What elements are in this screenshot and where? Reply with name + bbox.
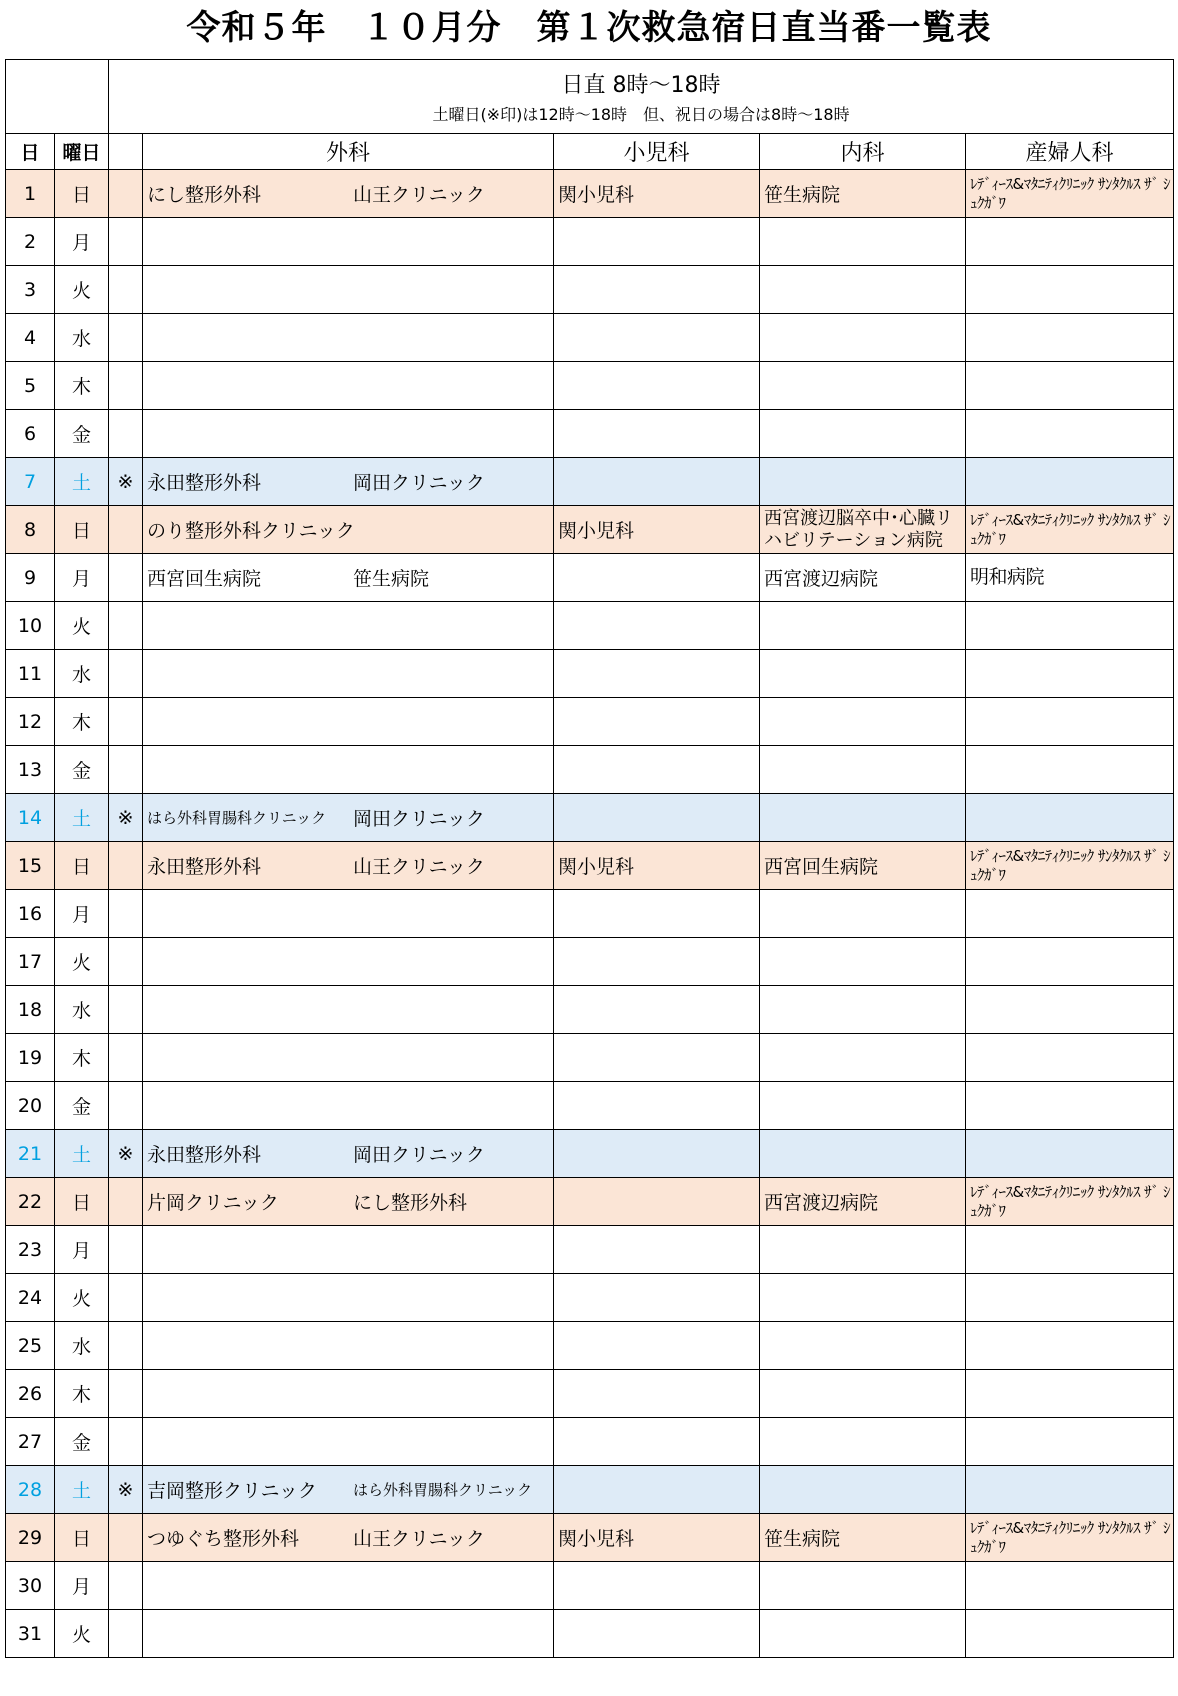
pediatrics-cell [554,410,760,458]
table-row [6,698,1174,746]
surgery-cell [143,1322,554,1370]
col-header-day: 日 [6,134,55,170]
weekday: 火 [55,266,109,314]
weekday: 金 [55,410,109,458]
pediatrics-cell [554,362,760,410]
weekday: 火 [55,1610,109,1658]
day-number: 6 [6,410,55,458]
pediatrics-cell [554,1178,760,1226]
saturday-mark [109,314,143,362]
surgery-clinic-2: にし整形外科 [353,1192,468,1214]
internal-medicine-cell [760,458,966,506]
saturday-mark [109,1322,143,1370]
saturday-mark: ※ [109,794,143,842]
internal-medicine-cell [760,890,966,938]
saturday-mark [109,410,143,458]
day-number: 9 [6,554,55,602]
internal-medicine-cell: 西宮回生病院 [760,842,966,890]
day-number: 2 [6,218,55,266]
internal-medicine-cell [760,938,966,986]
col-header-weekday: 曜日 [55,134,109,170]
obgyn-cell [966,1370,1174,1418]
saturday-mark [109,1562,143,1610]
obgyn-cell [966,746,1174,794]
internal-medicine-cell [760,650,966,698]
surgery-cell [143,1370,554,1418]
col-header-pediatrics: 小児科 [554,134,760,170]
pediatrics-cell: 関小児科 [554,170,760,218]
surgery-cell [143,1466,554,1514]
pediatrics-cell [554,698,760,746]
saturday-mark [109,1514,143,1562]
weekday: 月 [55,890,109,938]
table-row [6,842,1174,890]
internal-medicine-cell [760,1226,966,1274]
day-number: 20 [6,1082,55,1130]
weekday: 水 [55,1322,109,1370]
day-number: 27 [6,1418,55,1466]
surgery-cell [143,218,554,266]
internal-medicine-cell: 西宮渡辺病院 [760,1178,966,1226]
internal-medicine-cell [760,1082,966,1130]
weekday: 水 [55,986,109,1034]
weekday: 金 [55,1082,109,1130]
surgery-cell [143,986,554,1034]
surgery-cell [143,698,554,746]
pediatrics-cell [554,458,760,506]
surgery-clinic-1: 西宮回生病院 [147,568,262,590]
table-row [6,1466,1174,1514]
table-row [6,1178,1174,1226]
table-row [6,1082,1174,1130]
surgery-cell [143,314,554,362]
surgery-clinic-2: 岡田クリニック [353,472,485,494]
pediatrics-cell: 関小児科 [554,1514,760,1562]
internal-medicine-cell [760,1130,966,1178]
pediatrics-cell [554,1226,760,1274]
pediatrics-cell [554,746,760,794]
weekday: 日 [55,506,109,554]
obgyn-cell [966,698,1174,746]
obgyn-cell [966,1034,1174,1082]
surgery-cell [143,602,554,650]
saturday-mark [109,362,143,410]
obgyn-cell [966,1226,1174,1274]
saturday-mark [109,1178,143,1226]
table-row [6,890,1174,938]
table-row [6,506,1174,554]
pediatrics-cell [554,1322,760,1370]
col-header-internal: 内科 [760,134,966,170]
surgery-cell [143,1562,554,1610]
internal-medicine-cell [760,602,966,650]
surgery-cell [143,410,554,458]
day-number: 10 [6,602,55,650]
surgery-cell [143,1226,554,1274]
weekday: 月 [55,1226,109,1274]
day-number: 7 [6,458,55,506]
weekday: 金 [55,746,109,794]
surgery-clinic-2: 岡田クリニック [353,808,485,830]
saturday-mark [109,938,143,986]
saturday-mark [109,1610,143,1658]
obgyn-cell [966,362,1174,410]
table-row [6,794,1174,842]
weekday: 火 [55,602,109,650]
surgery-clinic-1: 永田整形外科 [147,856,262,878]
day-number: 12 [6,698,55,746]
weekday: 月 [55,1562,109,1610]
table-row [6,362,1174,410]
day-number: 11 [6,650,55,698]
day-number: 28 [6,1466,55,1514]
col-header-obgyn: 産婦人科 [966,134,1174,170]
table-row [6,458,1174,506]
surgery-clinic-1: のり整形外科クリニック [147,520,355,542]
table-row [6,1562,1174,1610]
pediatrics-cell [554,938,760,986]
pediatrics-cell [554,890,760,938]
pediatrics-cell [554,1466,760,1514]
saturday-mark [109,218,143,266]
saturday-mark [109,890,143,938]
saturday-mark [109,506,143,554]
obgyn-cell [966,794,1174,842]
surgery-cell [143,266,554,314]
day-number: 26 [6,1370,55,1418]
saturday-mark [109,698,143,746]
day-number: 25 [6,1322,55,1370]
internal-medicine-cell [760,1370,966,1418]
day-number: 30 [6,1562,55,1610]
day-number: 5 [6,362,55,410]
surgery-clinic-1: つゆぐち整形外科 [147,1528,300,1550]
table-row [6,410,1174,458]
obgyn-cell [966,1418,1174,1466]
internal-medicine-cell [760,314,966,362]
surgery-cell [143,938,554,986]
saturday-mark: ※ [109,458,143,506]
internal-medicine-cell [760,1562,966,1610]
col-header-surgery: 外科 [143,134,554,170]
obgyn-cell [966,1130,1174,1178]
internal-medicine-cell [760,986,966,1034]
saturday-mark [109,170,143,218]
saturday-mark [109,1274,143,1322]
surgery-cell [143,1034,554,1082]
day-number: 13 [6,746,55,794]
weekday: 木 [55,1370,109,1418]
surgery-cell [143,650,554,698]
obgyn-cell [966,938,1174,986]
internal-medicine-cell [760,1610,966,1658]
table-row [6,1370,1174,1418]
saturday-mark: ※ [109,1130,143,1178]
surgery-cell [143,794,554,842]
saturday-mark [109,842,143,890]
weekday: 木 [55,362,109,410]
obgyn-cell [966,314,1174,362]
weekday: 月 [55,554,109,602]
surgery-clinic-1: 吉岡整形クリニック [147,1480,317,1502]
internal-medicine-cell [760,1418,966,1466]
surgery-cell [143,842,554,890]
pediatrics-cell [554,218,760,266]
obgyn-cell [966,986,1174,1034]
table-row [6,938,1174,986]
obgyn-cell: 明和病院 [966,554,1174,602]
surgery-clinic-2: 山王クリニック [353,184,485,206]
pediatrics-cell [554,1034,760,1082]
duty-hours-cell [109,60,1174,134]
table-row [6,1130,1174,1178]
page-title: 令和５年 １０月分 第１次救急宿日直当番一覧表 [186,8,992,48]
surgery-cell [143,1178,554,1226]
pediatrics-cell [554,1418,760,1466]
duty-hours-main: 日直 8時～18時 [561,72,721,98]
weekday: 日 [55,842,109,890]
surgery-cell [143,1274,554,1322]
pediatrics-cell [554,554,760,602]
table-row [6,650,1174,698]
duty-hours-note: 土曜日(※印)は12時～18時 但、祝日の場合は8時～18時 [432,104,850,124]
obgyn-cell: ﾚﾃﾞｨｰｽ&ﾏﾀﾆﾃｨｸﾘﾆｯｸ ｻﾝﾀｸﾙｽ ｻﾞ ｼｭｸｶﾞﾜ [966,842,1174,890]
obgyn-cell [966,218,1174,266]
pediatrics-cell [554,602,760,650]
obgyn-cell [966,602,1174,650]
day-number: 31 [6,1610,55,1658]
obgyn-cell [966,1082,1174,1130]
obgyn-cell: ﾚﾃﾞｨｰｽ&ﾏﾀﾆﾃｨｸﾘﾆｯｸ ｻﾝﾀｸﾙｽ ｻﾞ ｼｭｸｶﾞﾜ [966,1514,1174,1562]
saturday-mark: ※ [109,1466,143,1514]
pediatrics-cell [554,1562,760,1610]
weekday: 金 [55,1418,109,1466]
pediatrics-cell [554,986,760,1034]
header-blank-cell [6,60,109,134]
weekday: 木 [55,1034,109,1082]
table-row [6,1034,1174,1082]
saturday-mark [109,650,143,698]
table-row [6,314,1174,362]
surgery-cell [143,170,554,218]
internal-medicine-cell [760,266,966,314]
pediatrics-cell [554,1274,760,1322]
obgyn-cell [966,266,1174,314]
surgery-clinic-2: はら外科胃腸科クリニック [353,1481,533,1499]
saturday-mark [109,1226,143,1274]
pediatrics-cell [554,794,760,842]
table-row [6,1274,1174,1322]
table-row [6,266,1174,314]
surgery-clinic-2: 山王クリニック [353,1528,485,1550]
saturday-mark [109,1370,143,1418]
surgery-clinic-1: 片岡クリニック [147,1192,279,1214]
day-number: 1 [6,170,55,218]
internal-medicine-cell [760,1034,966,1082]
saturday-mark [109,1082,143,1130]
surgery-cell [143,1418,554,1466]
internal-medicine-cell [760,218,966,266]
surgery-clinic-1: 永田整形外科 [147,472,262,494]
day-number: 21 [6,1130,55,1178]
obgyn-cell [966,890,1174,938]
surgery-clinic-1: にし整形外科 [147,184,262,206]
saturday-mark [109,554,143,602]
surgery-cell [143,458,554,506]
surgery-cell [143,1514,554,1562]
table-row [6,602,1174,650]
day-number: 15 [6,842,55,890]
obgyn-cell [966,1322,1174,1370]
obgyn-cell [966,650,1174,698]
table-row [6,1418,1174,1466]
saturday-mark [109,1418,143,1466]
surgery-cell [143,1610,554,1658]
pediatrics-cell: 関小児科 [554,842,760,890]
day-number: 4 [6,314,55,362]
surgery-cell [143,890,554,938]
saturday-mark [109,266,143,314]
duty-roster-table [5,59,1174,1658]
weekday: 火 [55,938,109,986]
obgyn-cell [966,1466,1174,1514]
surgery-clinic-1: はら外科胃腸科クリニック [147,809,327,827]
surgery-clinic-2: 山王クリニック [353,856,485,878]
internal-medicine-cell [760,1322,966,1370]
table-row [6,218,1174,266]
weekday: 水 [55,314,109,362]
day-number: 14 [6,794,55,842]
day-number: 23 [6,1226,55,1274]
day-number: 17 [6,938,55,986]
table-row [6,1610,1174,1658]
internal-medicine-cell [760,1466,966,1514]
internal-medicine-cell [760,698,966,746]
day-number: 24 [6,1274,55,1322]
surgery-clinic-2: 岡田クリニック [353,1144,485,1166]
internal-medicine-cell [760,362,966,410]
surgery-clinic-1: 永田整形外科 [147,1144,262,1166]
day-number: 29 [6,1514,55,1562]
table-row [6,746,1174,794]
obgyn-cell [966,1610,1174,1658]
table-row [6,1322,1174,1370]
weekday: 日 [55,170,109,218]
pediatrics-cell [554,266,760,314]
surgery-cell [143,746,554,794]
obgyn-cell: ﾚﾃﾞｨｰｽ&ﾏﾀﾆﾃｨｸﾘﾆｯｸ ｻﾝﾀｸﾙｽ ｻﾞ ｼｭｸｶﾞﾜ [966,1178,1174,1226]
table-row [6,986,1174,1034]
weekday: 木 [55,698,109,746]
surgery-cell [143,1082,554,1130]
weekday: 土 [55,1466,109,1514]
pediatrics-cell [554,1130,760,1178]
day-number: 16 [6,890,55,938]
internal-medicine-cell [760,1274,966,1322]
surgery-clinic-2: 笹生病院 [353,568,430,590]
weekday: 土 [55,1130,109,1178]
pediatrics-cell [554,1370,760,1418]
table-row [6,1514,1174,1562]
obgyn-cell [966,1562,1174,1610]
col-header-mark [109,134,143,170]
pediatrics-cell [554,650,760,698]
surgery-cell [143,362,554,410]
table-row [6,1226,1174,1274]
column-header-row [6,134,1174,170]
internal-medicine-cell: 笹生病院 [760,170,966,218]
obgyn-cell [966,410,1174,458]
pediatrics-cell [554,1610,760,1658]
day-number: 22 [6,1178,55,1226]
saturday-mark [109,1034,143,1082]
obgyn-cell: ﾚﾃﾞｨｰｽ&ﾏﾀﾆﾃｨｸﾘﾆｯｸ ｻﾝﾀｸﾙｽ ｻﾞ ｼｭｸｶﾞﾜ [966,506,1174,554]
internal-medicine-cell: 笹生病院 [760,1514,966,1562]
weekday: 土 [55,794,109,842]
saturday-mark [109,746,143,794]
internal-medicine-cell [760,746,966,794]
saturday-mark [109,602,143,650]
obgyn-cell [966,1274,1174,1322]
table-row [6,554,1174,602]
weekday: 土 [55,458,109,506]
obgyn-cell: ﾚﾃﾞｨｰｽ&ﾏﾀﾆﾃｨｸﾘﾆｯｸ ｻﾝﾀｸﾙｽ ｻﾞ ｼｭｸｶﾞﾜ [966,170,1174,218]
pediatrics-cell [554,314,760,362]
table-row [6,170,1174,218]
day-number: 19 [6,1034,55,1082]
weekday: 水 [55,650,109,698]
internal-medicine-cell: 西宮渡辺脳卒中･心臓リハビリテーション病院 [760,506,966,554]
pediatrics-cell: 関小児科 [554,506,760,554]
internal-medicine-cell [760,794,966,842]
saturday-mark [109,986,143,1034]
internal-medicine-cell [760,410,966,458]
day-number: 3 [6,266,55,314]
internal-medicine-cell: 西宮渡辺病院 [760,554,966,602]
weekday: 火 [55,1274,109,1322]
day-number: 8 [6,506,55,554]
obgyn-cell [966,458,1174,506]
header-row [6,60,1174,134]
surgery-cell [143,1130,554,1178]
weekday: 日 [55,1514,109,1562]
day-number: 18 [6,986,55,1034]
weekday: 月 [55,218,109,266]
pediatrics-cell [554,1082,760,1130]
weekday: 日 [55,1178,109,1226]
surgery-cell [143,554,554,602]
surgery-cell [143,506,554,554]
